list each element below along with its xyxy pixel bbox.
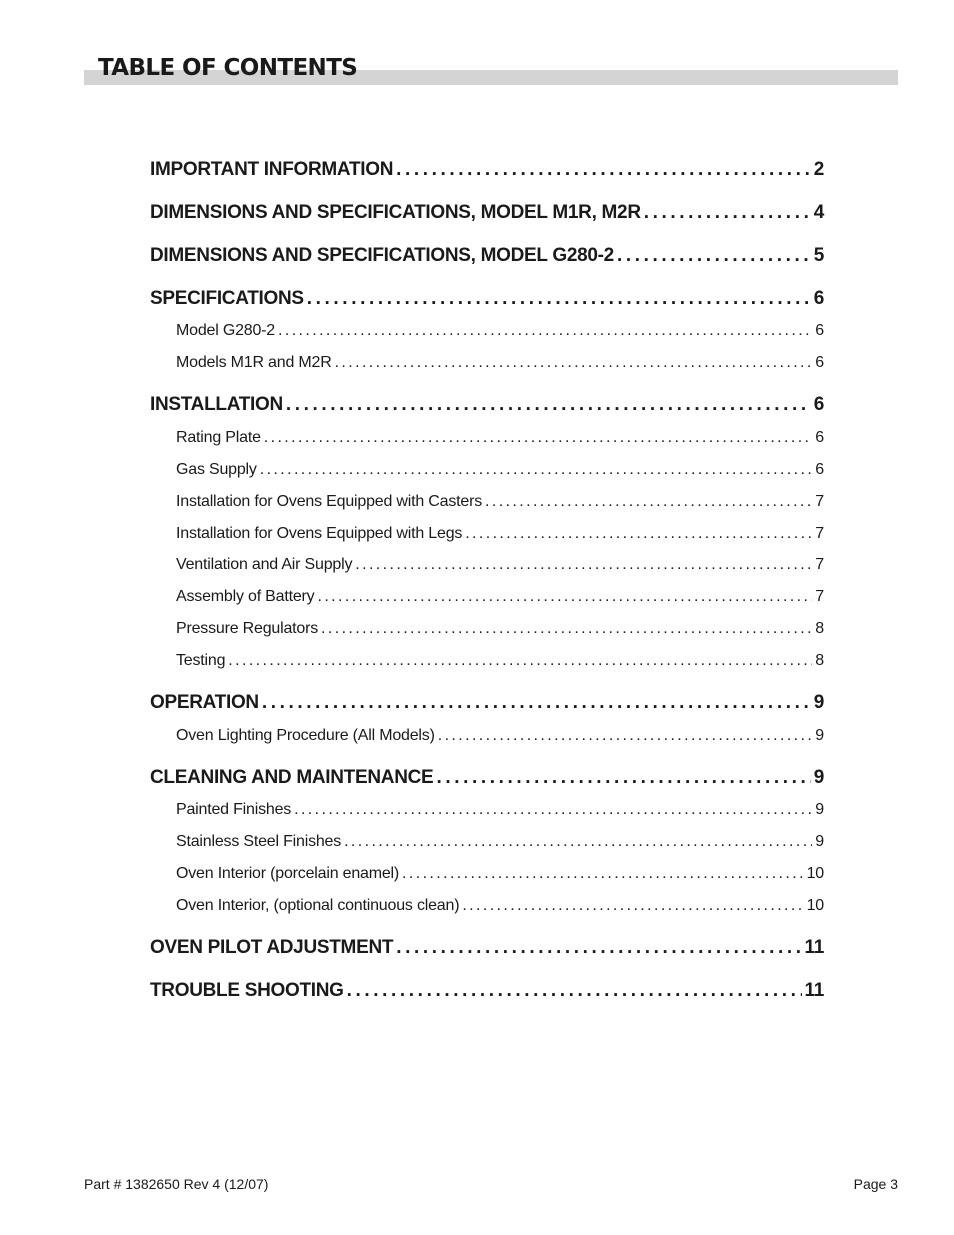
- toc-subsection-entry[interactable]: [150, 429, 824, 451]
- toc-entry-label: Rating Plate: [176, 429, 261, 446]
- toc-section-entry[interactable]: [150, 245, 824, 271]
- toc-entry-page: 9: [813, 767, 824, 788]
- toc-dot-leader: [465, 525, 812, 543]
- toc-dot-leader: [260, 461, 813, 479]
- toc-subsection-entry[interactable]: [150, 461, 824, 483]
- toc-entry-page: 9: [815, 801, 824, 818]
- toc-dot-leader: [228, 652, 812, 670]
- toc-dot-leader: [347, 980, 802, 1002]
- toc-dot-leader: [438, 727, 813, 745]
- toc-subsection-entry[interactable]: [150, 652, 824, 674]
- toc-entry-label: Oven Lighting Procedure (All Models): [176, 727, 435, 744]
- toc-section-entry[interactable]: [150, 288, 824, 314]
- toc-dot-leader: [262, 692, 811, 714]
- toc-entry-page: 11: [804, 937, 824, 958]
- toc-entry-label: Stainless Steel Finishes: [176, 833, 342, 850]
- toc-entry-page: 10: [806, 897, 824, 914]
- toc-entry-page: 6: [815, 429, 824, 446]
- toc-dot-leader: [436, 767, 810, 789]
- toc-entry-label: Assembly of Battery: [176, 588, 315, 605]
- toc-section-entry[interactable]: [150, 937, 824, 963]
- toc-subsection-entry[interactable]: [150, 727, 824, 749]
- toc-dot-leader: [396, 937, 801, 959]
- toc-entry-page: 8: [815, 620, 824, 637]
- toc-dot-leader: [294, 801, 812, 819]
- toc-section-entry[interactable]: [150, 692, 824, 718]
- toc-dot-leader: [396, 159, 811, 181]
- toc-entry-page: 7: [815, 556, 824, 573]
- toc-subsection-entry[interactable]: [150, 801, 824, 823]
- toc-subsection-entry[interactable]: [150, 556, 824, 578]
- toc-entry-label: Installation for Ovens Equipped with Legs: [176, 525, 463, 542]
- toc-entry-label: Models M1R and M2R: [176, 354, 332, 371]
- toc-entry-label: DIMENSIONS AND SPECIFICATIONS, MODEL M1R, M2R: [150, 202, 641, 223]
- toc-entry-label: DIMENSIONS AND SPECIFICATIONS, MODEL G280-2: [150, 245, 614, 266]
- toc-entry-label: SPECIFICATIONS: [150, 288, 304, 309]
- toc-subsection-entry[interactable]: [150, 493, 824, 515]
- toc-section-entry[interactable]: [150, 767, 824, 793]
- toc-entry-label: Painted Finishes: [176, 801, 292, 818]
- toc-entry-page: 6: [815, 461, 824, 478]
- toc-dot-leader: [344, 833, 812, 851]
- toc-subsection-entry[interactable]: [150, 865, 824, 887]
- toc-subsection-entry[interactable]: [150, 525, 824, 547]
- toc-dot-leader: [317, 588, 812, 606]
- toc-dot-leader: [462, 897, 803, 915]
- toc-entry-label: TROUBLE SHOOTING: [150, 980, 344, 1001]
- toc-entry-label: OVEN PILOT ADJUSTMENT: [150, 937, 394, 958]
- toc-entry-page: 9: [815, 727, 824, 744]
- toc-entry-page: 6: [815, 354, 824, 371]
- toc-dot-leader: [617, 245, 811, 267]
- toc-subsection-entry[interactable]: [150, 620, 824, 642]
- toc-entry-page: 9: [813, 692, 824, 713]
- toc-entry-page: 6: [815, 322, 824, 339]
- toc-entry-label: Model G280-2: [176, 322, 275, 339]
- toc-dot-leader: [644, 202, 811, 224]
- toc-section-entry[interactable]: [150, 159, 824, 185]
- footer-page-number: Page 3: [853, 1176, 898, 1192]
- toc-entry-page: 7: [815, 525, 824, 542]
- toc-section-entry[interactable]: [150, 980, 824, 1006]
- toc-subsection-entry[interactable]: [150, 897, 824, 919]
- footer-part-number: Part # 1382650 Rev 4 (12/07): [84, 1176, 269, 1192]
- toc-entry-label: CLEANING AND MAINTENANCE: [150, 767, 434, 788]
- toc-section-entry[interactable]: [150, 202, 824, 228]
- toc-entry-page: 2: [813, 159, 824, 180]
- toc-dot-leader: [335, 354, 813, 372]
- toc-section-entry[interactable]: [150, 394, 824, 420]
- toc-entry-label: IMPORTANT INFORMATION: [150, 159, 394, 180]
- toc-subsection-entry[interactable]: [150, 322, 824, 344]
- toc-entry-label: Oven Interior, (optional continuous clean): [176, 897, 460, 914]
- toc-entry-page: 9: [815, 833, 824, 850]
- toc-entry-page: 7: [815, 588, 824, 605]
- toc-dot-leader: [278, 322, 812, 340]
- toc-entry-page: 11: [804, 980, 824, 1001]
- toc-entry-page: 7: [815, 493, 824, 510]
- toc-entry-label: Installation for Ovens Equipped with Casters: [176, 493, 483, 510]
- page-title: TABLE OF CONTENTS: [98, 55, 358, 81]
- toc-dot-leader: [286, 394, 811, 416]
- toc-dot-leader: [321, 620, 812, 638]
- toc-entry-page: 8: [815, 652, 824, 669]
- toc-entry-page: 6: [813, 288, 824, 309]
- toc-entry-label: Gas Supply: [176, 461, 257, 478]
- toc-entry-label: INSTALLATION: [150, 394, 283, 415]
- toc-entry-label: Ventilation and Air Supply: [176, 556, 353, 573]
- toc-entry-label: OPERATION: [150, 692, 259, 713]
- toc-entry-label: Pressure Regulators: [176, 620, 319, 637]
- toc-entry-label: Oven Interior (porcelain enamel): [176, 865, 400, 882]
- toc-dot-leader: [264, 429, 813, 447]
- toc-entry-page: 10: [806, 865, 824, 882]
- toc-subsection-entry[interactable]: [150, 833, 824, 855]
- toc-subsection-entry[interactable]: [150, 588, 824, 610]
- toc-dot-leader: [307, 288, 811, 310]
- toc-entry-label: Testing: [176, 652, 226, 669]
- toc-entry-page: 4: [813, 202, 824, 223]
- toc-dot-leader: [485, 493, 812, 511]
- toc-entry-page: 6: [813, 394, 824, 415]
- toc-entry-page: 5: [813, 245, 824, 266]
- toc-subsection-entry[interactable]: [150, 354, 824, 376]
- toc-dot-leader: [355, 556, 812, 574]
- toc-dot-leader: [402, 865, 804, 883]
